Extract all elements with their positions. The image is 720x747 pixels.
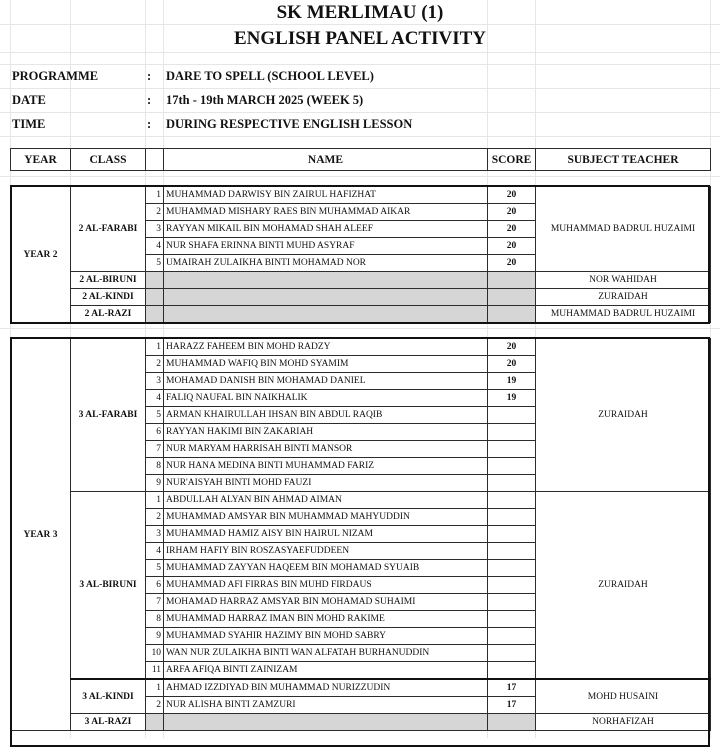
empty-cell — [164, 272, 488, 289]
student-name: MUHAMMAD SYAHIR HAZIMY BIN MOHD SABRY — [164, 628, 488, 645]
student-score: 20 — [488, 187, 536, 204]
student-score — [488, 662, 536, 680]
teacher-name: MOHD HUSAINI — [536, 679, 711, 714]
year3-table — [10, 338, 711, 731]
sheet-subtitle: ENGLISH PANEL ACTIVITY — [234, 28, 486, 49]
student-score: 17 — [488, 697, 536, 714]
empty-cell — [146, 714, 164, 731]
row-number: 4 — [146, 390, 164, 407]
row-number: 3 — [146, 373, 164, 390]
teacher-name: MUHAMMAD BADRUL HUZAIMI — [536, 306, 711, 323]
empty-cell — [164, 714, 488, 731]
student-name: MOHAMAD HARRAZ AMSYAR BIN MOHAMAD SUHAIMI — [164, 594, 488, 611]
teacher-name: ZURAIDAH — [536, 339, 711, 492]
row-number: 4 — [146, 543, 164, 560]
teacher-name: NOR WAHIDAH — [536, 272, 711, 289]
student-name: HARAZZ FAHEEM BIN MOHD RADZY — [164, 339, 488, 356]
student-score — [488, 458, 536, 475]
col-score-header: SCORE — [488, 149, 536, 171]
info-value: DURING RESPECTIVE ENGLISH LESSON — [166, 117, 413, 131]
class-label: 3 AL-RAZI — [71, 714, 146, 731]
student-score: 20 — [488, 339, 536, 356]
empty-cell — [488, 272, 536, 289]
student-score — [488, 628, 536, 645]
student-score — [488, 475, 536, 492]
row-number: 2 — [146, 509, 164, 526]
student-name: MUHAMMAD AFI FIRRAS BIN MUHD FIRDAUS — [164, 577, 488, 594]
table-row — [11, 272, 711, 289]
student-score: 19 — [488, 390, 536, 407]
empty-cell — [164, 289, 488, 306]
row-number: 2 — [146, 697, 164, 714]
student-name: RAYYAN MIKAIL BIN MOHAMAD SHAH ALEEF — [164, 221, 488, 238]
student-name: MOHAMAD DANISH BIN MOHAMAD DANIEL — [164, 373, 488, 390]
col-class-header: CLASS — [71, 149, 146, 171]
empty-cell — [488, 289, 536, 306]
student-name: NUR'AISYAH BINTI MOHD FAUZI — [164, 475, 488, 492]
student-name: NUR HANA MEDINA BINTI MUHAMMAD FARIZ — [164, 458, 488, 475]
table-row — [11, 339, 711, 356]
info-separator: : — [147, 93, 152, 107]
class-label: 2 AL-RAZI — [71, 306, 146, 323]
student-name: NUR MARYAM HARRISAH BINTI MANSOR — [164, 441, 488, 458]
year2-table — [10, 186, 711, 323]
row-number: 3 — [146, 526, 164, 543]
info-separator: : — [147, 69, 152, 83]
student-name: MUHAMMAD DARWISY BIN ZAIRUL HAFIZHAT — [164, 187, 488, 204]
info-separator: : — [147, 117, 152, 131]
student-score — [488, 560, 536, 577]
year-label: YEAR 3 — [11, 339, 71, 731]
class-label: 3 AL-FARABI — [71, 339, 146, 492]
table-row — [11, 187, 711, 204]
student-score — [488, 492, 536, 509]
row-number: 2 — [146, 204, 164, 221]
teacher-name: MUHAMMAD BADRUL HUZAIMI — [536, 187, 711, 272]
empty-cell — [488, 714, 536, 731]
student-score: 19 — [488, 373, 536, 390]
student-score: 20 — [488, 255, 536, 272]
student-name: UMAIRAH ZULAIKHA BINTI MOHAMAD NOR — [164, 255, 488, 272]
empty-cell — [146, 289, 164, 306]
header-row — [11, 149, 711, 171]
teacher-name: NORHAFIZAH — [536, 714, 711, 731]
row-number: 10 — [146, 645, 164, 662]
row-number: 5 — [146, 255, 164, 272]
student-score — [488, 611, 536, 628]
table-row — [11, 306, 711, 323]
empty-cell — [488, 306, 536, 323]
student-name: MUHAMMAD MISHARY RAES BIN MUHAMMAD AIKAR — [164, 204, 488, 221]
row-number: 8 — [146, 611, 164, 628]
class-label: 2 AL-FARABI — [71, 187, 146, 272]
row-number: 5 — [146, 560, 164, 577]
row-number: 1 — [146, 679, 164, 697]
student-name: AHMAD IZZDIYAD BIN MUHAMMAD NURIZZUDIN — [164, 679, 488, 697]
table-row — [11, 289, 711, 306]
row-number: 6 — [146, 577, 164, 594]
student-name: NUR ALISHA BINTI ZAMZURI — [164, 697, 488, 714]
student-name: FALIQ NAUFAL BIN NAIKHALIK — [164, 390, 488, 407]
info-label: TIME — [12, 117, 46, 131]
student-score: 20 — [488, 238, 536, 255]
row-number: 9 — [146, 475, 164, 492]
teacher-name: ZURAIDAH — [536, 289, 711, 306]
row-number: 7 — [146, 594, 164, 611]
student-name: MUHAMMAD HAMIZ AISY BIN HAIRUL NIZAM — [164, 526, 488, 543]
student-score — [488, 645, 536, 662]
student-score: 17 — [488, 679, 536, 697]
student-score: 20 — [488, 204, 536, 221]
empty-cell — [146, 272, 164, 289]
table-row — [11, 679, 711, 697]
student-score: 20 — [488, 356, 536, 373]
student-score — [488, 526, 536, 543]
col-teacher-header: SUBJECT TEACHER — [536, 149, 711, 171]
student-name: RAYYAN HAKIMI BIN ZAKARIAH — [164, 424, 488, 441]
class-label: 2 AL-BIRUNI — [71, 272, 146, 289]
student-score — [488, 543, 536, 560]
col-year-header: YEAR — [11, 149, 71, 171]
student-name: ARMAN KHAIRULLAH IHSAN BIN ABDUL RAQIB — [164, 407, 488, 424]
student-score — [488, 441, 536, 458]
row-number: 4 — [146, 238, 164, 255]
class-label: 3 AL-BIRUNI — [71, 492, 146, 680]
col-number-header — [146, 149, 164, 171]
class-label: 3 AL-KINDI — [71, 679, 146, 714]
row-number: 7 — [146, 441, 164, 458]
info-value: 17th - 19th MARCH 2025 (WEEK 5) — [166, 93, 364, 107]
info-value: DARE TO SPELL (SCHOOL LEVEL) — [166, 69, 374, 83]
student-score — [488, 509, 536, 526]
empty-cell — [164, 306, 488, 323]
table-row — [11, 492, 711, 509]
table-row — [11, 714, 711, 731]
row-number: 6 — [146, 424, 164, 441]
row-number: 1 — [146, 492, 164, 509]
header-table — [10, 148, 711, 171]
student-score — [488, 424, 536, 441]
student-name: IRHAM HAFIY BIN ROSZASYAEFUDDEEN — [164, 543, 488, 560]
student-score — [488, 577, 536, 594]
class-label: 2 AL-KINDI — [71, 289, 146, 306]
row-number: 5 — [146, 407, 164, 424]
sheet-title: SK MERLIMAU (1) — [276, 2, 444, 23]
student-name: MUHAMMAD ZAYYAN HAQEEM BIN MOHAMAD SYUAIB — [164, 560, 488, 577]
row-number: 11 — [146, 662, 164, 680]
year-label: YEAR 2 — [11, 187, 71, 323]
empty-cell — [146, 306, 164, 323]
info-label: DATE — [12, 93, 46, 107]
student-name: WAN NUR ZULAIKHA BINTI WAN ALFATAH BURHANUDDIN — [164, 645, 488, 662]
row-number: 9 — [146, 628, 164, 645]
info-label: PROGRAMME — [12, 69, 99, 83]
teacher-name: ZURAIDAH — [536, 492, 711, 680]
student-name: ABDULLAH ALYAN BIN AHMAD AIMAN — [164, 492, 488, 509]
col-name-header: NAME — [164, 149, 488, 171]
student-score — [488, 594, 536, 611]
student-name: ARFA AFIQA BINTI ZAINIZAM — [164, 662, 488, 680]
row-number: 1 — [146, 187, 164, 204]
row-number: 8 — [146, 458, 164, 475]
student-score — [488, 407, 536, 424]
student-score: 20 — [488, 221, 536, 238]
student-name: MUHAMMAD HARRAZ IMAN BIN MOHD RAKIME — [164, 611, 488, 628]
student-name: MUHAMMAD WAFIQ BIN MOHD SYAMIM — [164, 356, 488, 373]
student-name: NUR SHAFA ERINNA BINTI MUHD ASYRAF — [164, 238, 488, 255]
row-number: 1 — [146, 339, 164, 356]
row-number: 2 — [146, 356, 164, 373]
row-number: 3 — [146, 221, 164, 238]
student-name: MUHAMMAD AMSYAR BIN MUHAMMAD MAHYUDDIN — [164, 509, 488, 526]
